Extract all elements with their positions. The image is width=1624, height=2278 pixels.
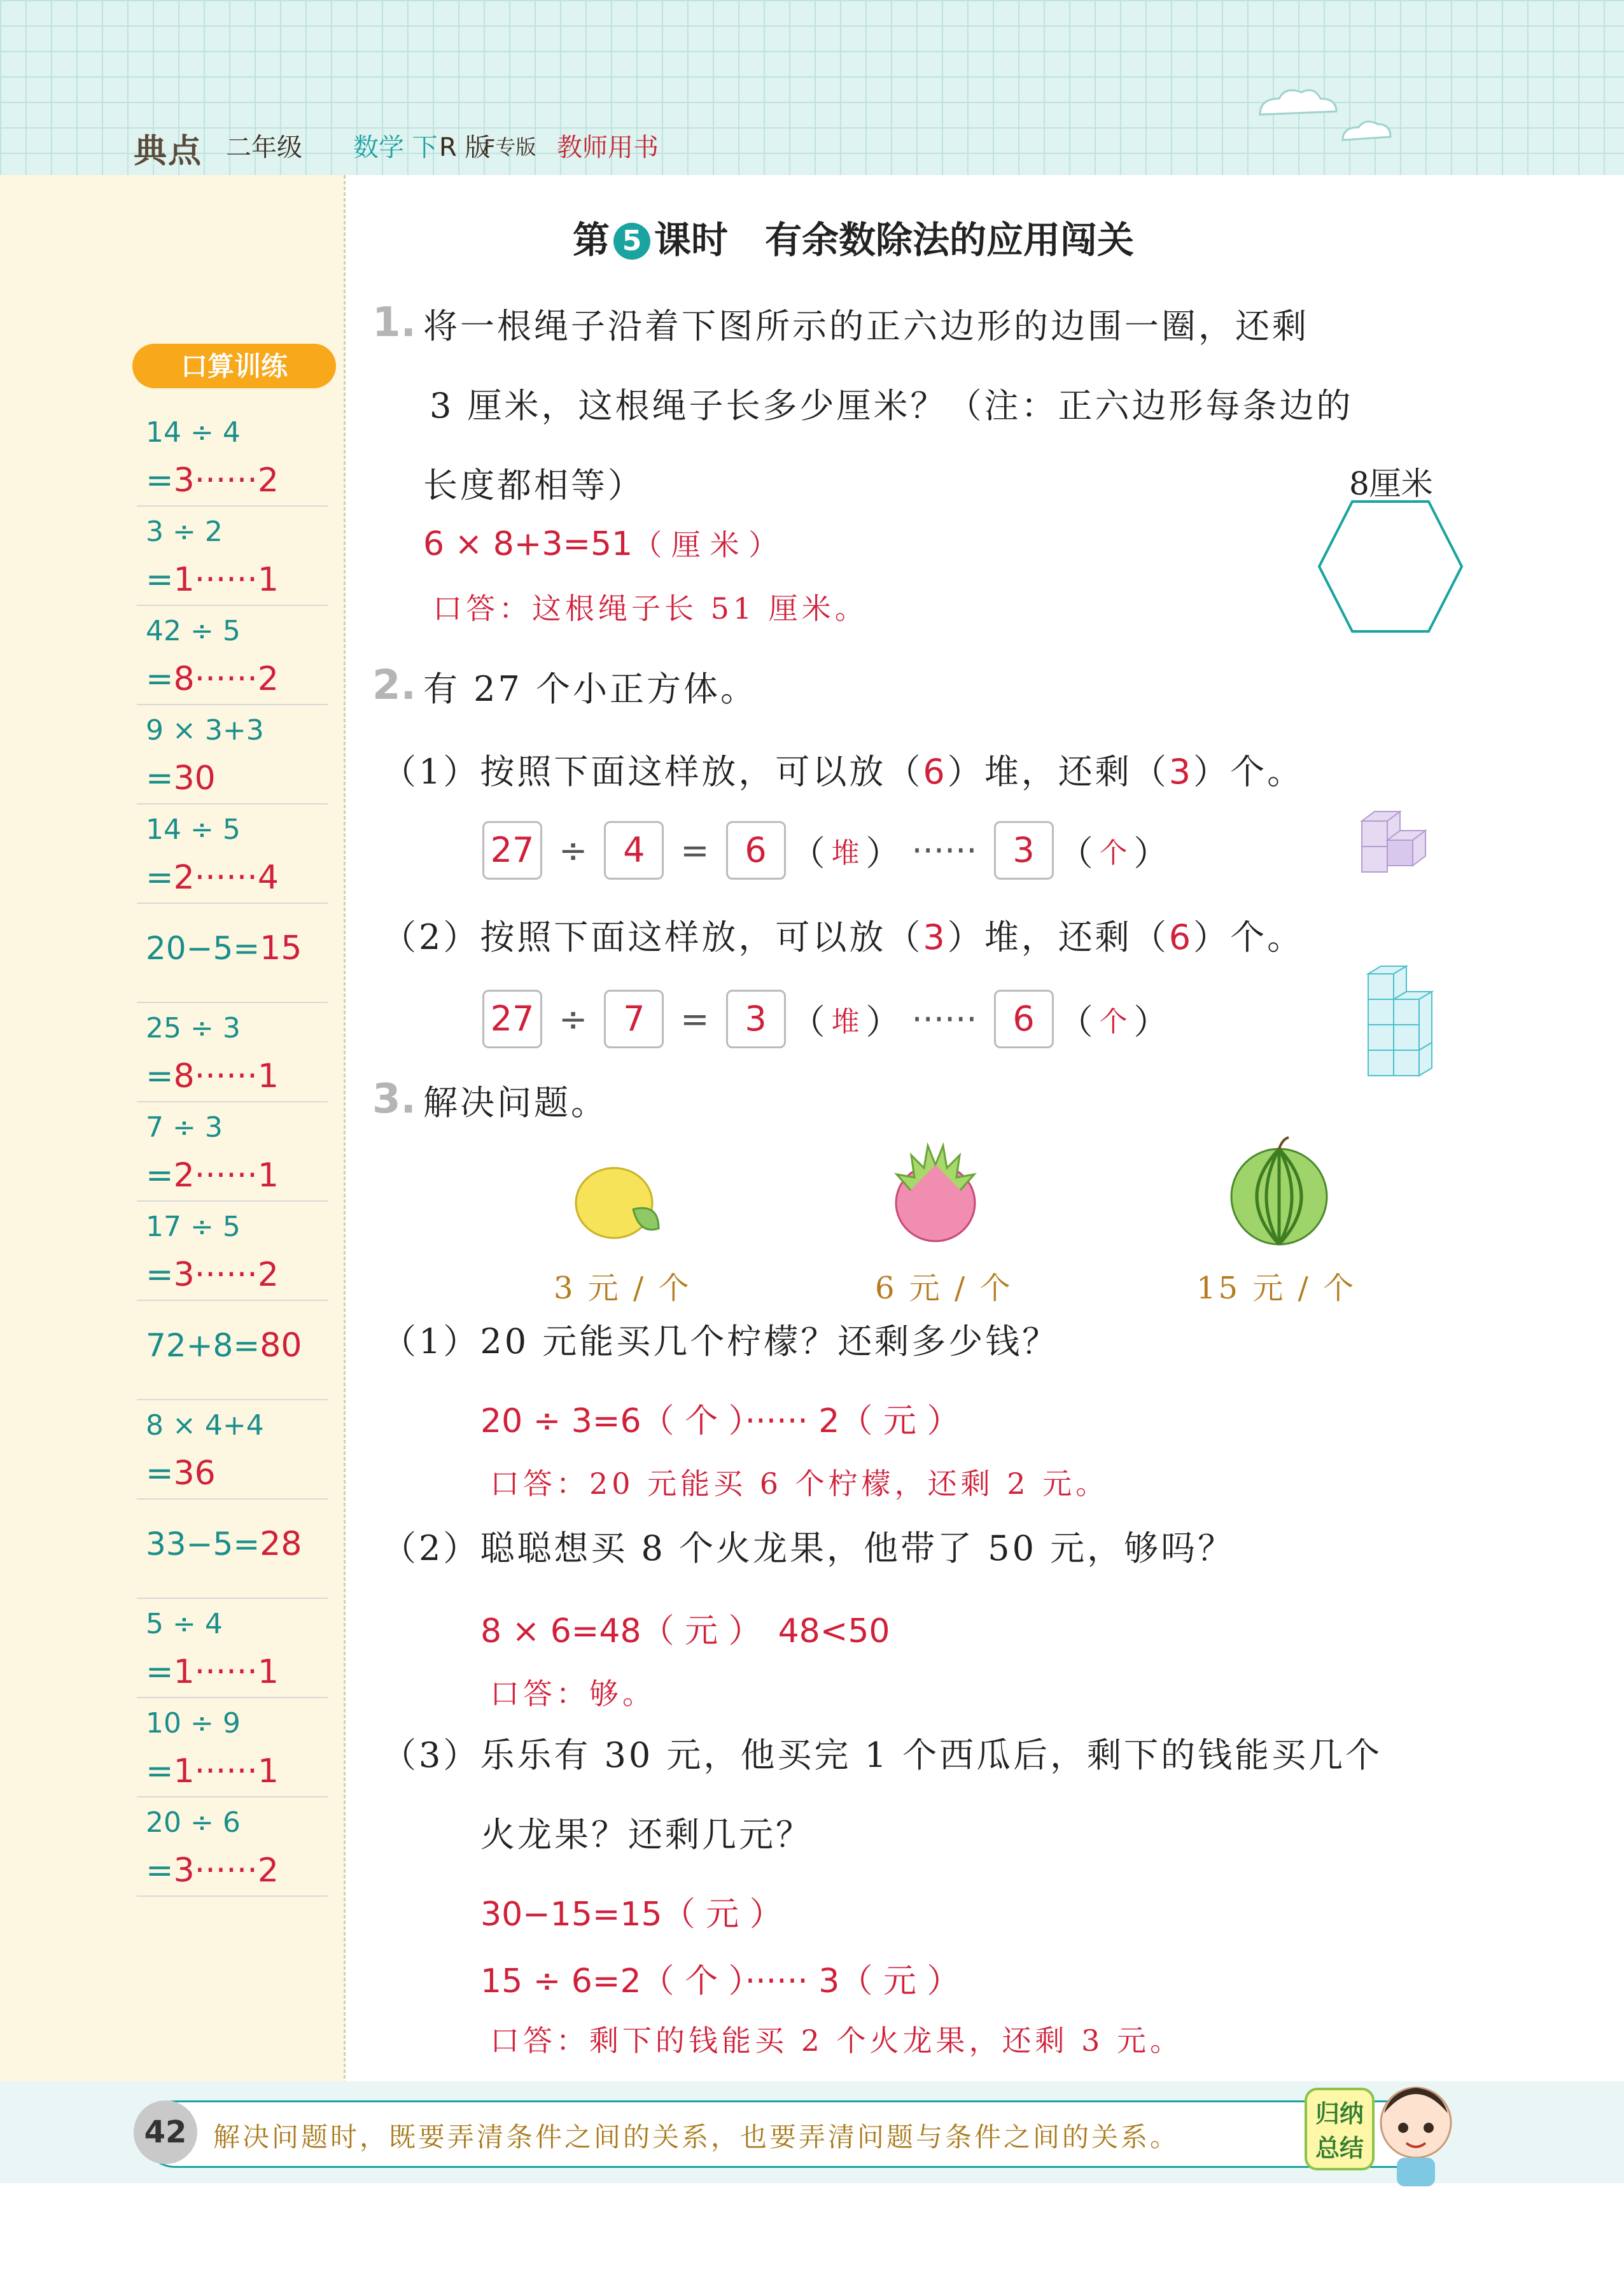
hexagon-side-label: 8厘米 [1349,465,1433,502]
oral-item [137,705,328,805]
oral-item-question [146,1326,328,1371]
lesson-number-badge: 5 [613,223,650,260]
sidebar-divider [344,175,346,2085]
q2p2-remainder: 6 [1168,917,1194,957]
oral-item-question: 5 ÷ 4 [146,1608,223,1640]
oral-item [137,507,328,606]
oral-item-answer-line [146,1451,328,1496]
answer-box: 7 [604,990,664,1048]
header-grade: 二年级 [226,133,302,162]
watermelon-icon [1225,1133,1333,1248]
footer-tip-text: 解决问题时，既要弄清条件之间的关系，也要弄清问题与条件之间的关系。 [213,2121,1180,2153]
divide-sign: ÷ [559,830,588,871]
hexagon-figure [1314,496,1467,636]
oral-item-equals: = [146,660,174,698]
oral-training-badge [127,337,344,395]
oral-item-equals: = [146,759,174,798]
header-f-edition: F专版 [484,135,536,159]
answer-box: 27 [482,821,542,880]
oral-item-equals: = [146,1057,174,1095]
equals-sign: = [680,830,710,871]
oral-item-question [146,929,328,974]
unit-each: 个 [1099,1006,1128,1038]
q2p1-mid: ）堆，还剩（ [947,752,1169,792]
oral-item-answer: 15 [260,929,302,967]
q2p2-piles: 3 [923,917,948,957]
oral-item-answer: 30 [173,759,216,798]
oral-item-answer: 28 [260,1525,302,1563]
oral-item-equals: = [146,1454,174,1493]
oral-item-answer: 3······2 [173,1852,279,1890]
dragon-fruit-icon [885,1139,986,1248]
oral-item [137,1797,328,1897]
title-prefix: 第 [573,218,610,262]
oral-item-answer-line [146,558,328,602]
oral-item-equals: = [146,1852,174,1890]
unit-pile: 堆 [831,837,860,869]
summary-badge-line-2: 总结 [1315,2134,1364,2162]
oral-item-equals: = [146,1157,174,1195]
question-2-stem: 有 27 个小正方体。 [423,669,758,709]
oral-item-equals: = [146,561,174,599]
question-3-part-3-line-2: 火龙果？还剩几元？ [480,1815,813,1855]
question-1-line-2: 3 厘米，这根绳子长多少厘米？（注：正六边形每条边的 [430,386,1354,426]
question-1-answer: 口答：这根绳子长 51 厘米。 [433,591,868,626]
q1-calc-expression: 6 × 8+3=51 [423,525,633,563]
dragon-fruit-price: 6 元 / 个 [875,1270,1013,1306]
oral-item [137,1301,328,1400]
oral-item-answer-line [146,657,328,701]
oral-item [137,606,328,705]
oral-item-answer-line [146,756,328,801]
q3p3-calculation-2: 15 ÷ 6=2（ 个 ）······ 3（ 元 ） [480,1962,960,2000]
q1-calc-unit: （ 厘 米 ） [633,528,778,562]
oral-item-answer: 8······1 [173,1057,279,1095]
answer-box: 4 [604,821,664,880]
oral-item [137,1500,328,1599]
oral-item-expression: 72+8= [146,1327,260,1364]
q3p1-calculation: 20 ÷ 3=6（ 个 ）······ 2（ 元 ） [480,1402,960,1440]
question-1-line-1: 将一根绳子沿着下图所示的正六边形的边围一圈，还剩 [423,306,1309,346]
q3p3-answer: 口答：剩下的钱能买 2 个火龙果，还剩 3 元。 [490,2023,1184,2058]
q2p1-remainder: 3 [1168,752,1194,792]
q2p1-post: ）个。 [1193,752,1305,792]
oral-item-answer-line [146,1650,328,1694]
page-number: 42 [134,2100,197,2164]
paren-right: ） [865,1001,900,1042]
oral-item [137,1698,328,1797]
divide-sign: ÷ [559,999,588,1039]
answer-box: 27 [482,990,542,1048]
question-2-part-1-equation [477,821,1168,880]
oral-item-answer: 1······1 [173,1752,279,1790]
question-3-number: 3. [372,1076,416,1123]
watermelon-price: 15 元 / 个 [1196,1270,1357,1306]
q2p2-post: ）个。 [1193,917,1305,957]
page-title [573,210,1134,264]
oral-item [137,1102,328,1202]
oral-item [137,1202,328,1301]
oral-item-question: 10 ÷ 9 [146,1707,241,1740]
question-1-number: 1. [372,299,416,346]
q2p2-mid: ）堆，还剩（ [947,917,1169,957]
oral-item-expression: 20−5= [146,930,260,967]
answer-box: 6 [994,990,1054,1048]
oral-item-question: 9 × 3+3 [146,714,264,747]
paren-left: （ [1058,1001,1093,1042]
paren-right: ） [1133,833,1168,873]
cloud-icon [1247,76,1413,153]
oral-item [137,407,328,507]
oral-item-answer-line [146,1153,328,1198]
question-3-part-1: （1）20 元能买几个柠檬？还剩多少钱？ [382,1321,1060,1361]
equals-sign: = [680,999,710,1039]
oral-item-answer: 1······1 [173,1653,279,1691]
cube-stack-4-icon [1349,796,1451,891]
remainder-dots: ······ [911,999,977,1039]
oral-item [137,1003,328,1102]
mascot-icon [1375,2078,1457,2186]
oral-training-label: 口算训练 [180,351,288,382]
oral-item-answer-line [146,1253,328,1297]
question-2-part-1 [382,745,1304,794]
question-2-part-2 [382,910,1304,959]
paren-left: （ [1058,833,1093,873]
oral-item-equals: = [146,859,174,897]
oral-item-answer: 2······1 [173,1157,279,1195]
cube-stack-7-icon [1349,961,1451,1088]
brand-logo: 典点 [134,132,203,171]
oral-item-answer-line [146,1749,328,1794]
oral-item-answer: 2······4 [173,859,279,897]
q3p1-answer: 口答：20 元能买 6 个柠檬，还剩 2 元。 [490,1466,1109,1501]
header-teacher-book: 教师用书 [557,133,659,162]
oral-item-question: 14 ÷ 4 [146,416,241,449]
oral-item-expression: 33−5= [146,1526,260,1563]
oral-training-list [137,407,328,1897]
oral-item-equals: = [146,1256,174,1294]
unit-pile: 堆 [831,1006,860,1038]
q2p1-piles: 6 [923,752,948,792]
lemon-price: 3 元 / 个 [554,1270,692,1306]
question-3-stem: 解决问题。 [423,1083,608,1123]
oral-item-answer: 8······2 [173,660,279,698]
q2p1-pre: （1）按照下面这样放，可以放（ [382,752,923,792]
oral-item-question: 20 ÷ 6 [146,1806,241,1839]
question-2-part-2-equation [477,990,1168,1048]
oral-item-answer: 3······2 [173,1256,279,1294]
summary-badge [1305,2088,1375,2170]
header-subject: 数学 下 [353,133,438,162]
oral-item-question: 8 × 4+4 [146,1409,264,1442]
question-1-calculation [423,522,778,564]
oral-item-answer-line [146,1848,328,1893]
oral-item-answer-line [146,855,328,900]
oral-item-question [146,1525,328,1570]
oral-item [137,1400,328,1500]
paren-left: （ [790,1001,825,1042]
paren-right: ） [865,833,900,873]
oral-item-question: 42 ÷ 5 [146,615,241,647]
oral-item [137,1599,328,1698]
oral-item-answer-line [146,1054,328,1099]
answer-box: 3 [994,821,1054,880]
q3p2-calculation: 8 × 6=48（ 元 ） 48<50 [480,1612,890,1650]
oral-item-equals: = [146,461,174,500]
oral-item-question: 25 ÷ 3 [146,1012,241,1044]
unit-each: 个 [1099,837,1128,869]
answer-box: 6 [726,821,786,880]
oral-item-answer: 1······1 [173,561,279,599]
header-edition: R 版 [439,133,491,162]
question-2-number: 2. [372,662,416,709]
summary-badge-line-1: 归纳 [1315,2100,1364,2128]
oral-item-equals: = [146,1653,174,1691]
oral-item-answer: 3······2 [173,461,279,500]
paren-left: （ [790,833,825,873]
lemon-icon [563,1152,671,1248]
oral-item-question: 3 ÷ 2 [146,516,223,548]
oral-item [137,904,328,1003]
q3p2-answer: 口答：够。 [490,1677,655,1711]
oral-item-question: 14 ÷ 5 [146,813,241,846]
oral-item-answer-line [146,458,328,503]
q2p2-pre: （2）按照下面这样放，可以放（ [382,917,923,957]
oral-item-answer: 80 [260,1326,302,1365]
oral-item-equals: = [146,1752,174,1790]
title-suffix: 课时 有余数除法的应用闯关 [654,218,1135,262]
oral-item-answer: 36 [173,1454,216,1493]
question-1-line-3: 长度都相等） [423,465,645,505]
q3p3-calculation-1: 30−15=15（ 元 ） [480,1895,783,1934]
question-3-part-2: （2）聪聪想买 8 个火龙果，他带了 50 元，够吗？ [382,1528,1235,1568]
oral-item [137,805,328,904]
answer-box: 3 [726,990,786,1048]
question-3-part-3-line-1: （3）乐乐有 30 元，他买完 1 个西瓜后，剩下的钱能买几个 [382,1735,1383,1775]
remainder-dots: ······ [911,830,977,871]
oral-item-question: 7 ÷ 3 [146,1111,223,1144]
paren-right: ） [1133,1001,1168,1042]
oral-item-question: 17 ÷ 5 [146,1211,241,1243]
